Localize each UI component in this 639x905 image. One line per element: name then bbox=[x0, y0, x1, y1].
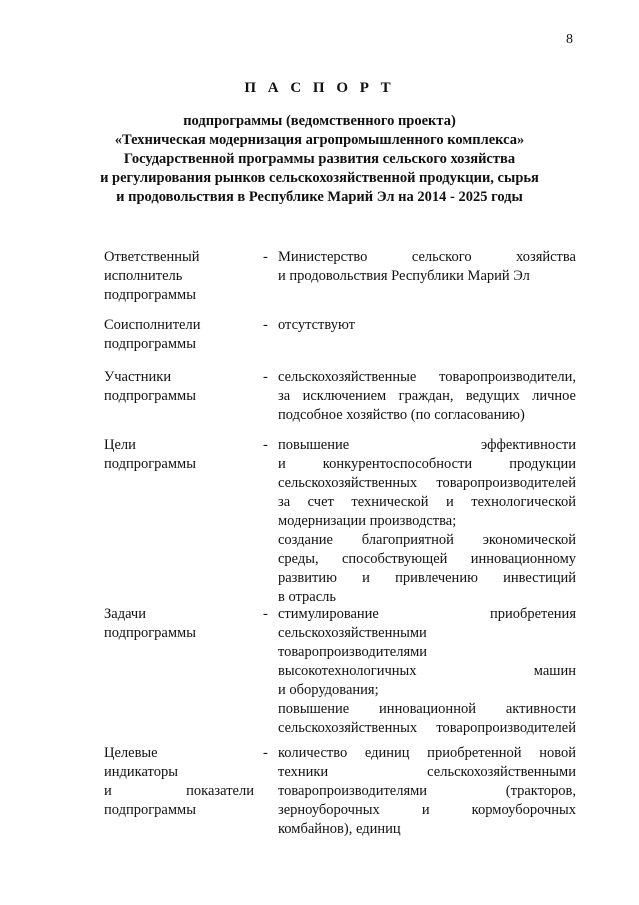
row-value bbox=[278, 368, 576, 425]
label-line: Соисполнители bbox=[104, 317, 201, 333]
label-line: индикаторы bbox=[104, 764, 178, 780]
value-line: среды, способствующей инновационному bbox=[278, 551, 576, 567]
row-label bbox=[104, 248, 254, 305]
row-label bbox=[104, 744, 254, 820]
subtitle-line: и продовольствия в Республике Марий Эл на 2014 - 2025 годы bbox=[116, 189, 523, 205]
label-line: Участники bbox=[104, 369, 172, 385]
value-line: высокотехнологичных машин bbox=[278, 663, 576, 679]
row-dash: - bbox=[263, 369, 268, 385]
row-dash: - bbox=[263, 317, 268, 333]
value-line: сельскохозяйственных товаропроизводителей bbox=[278, 720, 576, 736]
value-line: сельскохозяйственных товаропроизводителей bbox=[278, 475, 576, 491]
value-line: повышение инновационной активности bbox=[278, 701, 576, 717]
value-line: и продовольствия Республики Марий Эл bbox=[278, 268, 530, 284]
value-line: сельскохозяйственными bbox=[278, 625, 427, 641]
value-line: создание благоприятной экономической bbox=[278, 532, 576, 548]
value-line: отсутствуют bbox=[278, 317, 355, 333]
subtitle bbox=[0, 112, 639, 207]
subtitle-line: Государственной программы развития сельского хозяйства bbox=[123, 151, 516, 167]
value-line: товаропроизводителями (тракторов, bbox=[278, 783, 576, 799]
label-line: подпрограммы bbox=[104, 336, 196, 352]
subtitle-line: подпрограммы (ведомственного проекта) bbox=[183, 113, 456, 129]
value-line: товаропроизводителями bbox=[278, 644, 428, 660]
row-value bbox=[278, 316, 576, 335]
page-title: П А С П О Р Т bbox=[244, 80, 395, 96]
label-line: подпрограммы bbox=[104, 388, 196, 404]
value-line: количество единиц приобретенной новой bbox=[278, 745, 576, 761]
value-line: комбайнов), единиц bbox=[278, 821, 401, 837]
row-value bbox=[278, 744, 576, 839]
label-line: подпрограммы bbox=[104, 802, 196, 818]
value-line: за счет технической и технологической bbox=[278, 494, 576, 510]
row-dash: - bbox=[263, 745, 268, 761]
value-line: развитию и привлечению инвестиций bbox=[278, 570, 576, 586]
row-dash: - bbox=[263, 249, 268, 265]
row-value bbox=[278, 436, 576, 607]
value-line: сельскохозяйственные товаропроизводители, bbox=[278, 369, 576, 385]
row-label bbox=[104, 436, 254, 474]
label-line: подпрограммы bbox=[104, 287, 196, 303]
row-dash: - bbox=[263, 606, 268, 622]
value-line: техники сельскохозяйственными bbox=[278, 764, 576, 780]
value-line: модернизации производства; bbox=[278, 513, 457, 529]
label-line: Задачи bbox=[104, 606, 146, 622]
value-line: зерноуборочных и кормоуборочных bbox=[278, 802, 576, 818]
label-line: Ответственный bbox=[104, 249, 200, 265]
subtitle-line: «Техническая модернизация агропромышленного комплекса» bbox=[114, 132, 525, 148]
page-number: 8 bbox=[566, 32, 573, 47]
subtitle-line: и регулирования рынков сельскохозяйственной продукции, сырья bbox=[100, 170, 539, 186]
row-dash: - bbox=[263, 437, 268, 453]
value-line: в отрасль bbox=[278, 589, 337, 605]
value-line: и конкурентоспособности продукции bbox=[278, 456, 576, 472]
row-value bbox=[278, 605, 576, 738]
row-label bbox=[104, 368, 254, 406]
label-line: Целевые bbox=[104, 745, 158, 761]
label-line: подпрограммы bbox=[104, 456, 196, 472]
value-line: стимулирование приобретения bbox=[278, 606, 576, 622]
row-value bbox=[278, 248, 576, 286]
value-line: за исключением граждан, ведущих личное bbox=[278, 388, 576, 404]
label-line: Цели bbox=[104, 437, 136, 453]
row-label bbox=[104, 316, 254, 354]
value-line: Министерство сельского хозяйства bbox=[278, 249, 576, 265]
label-line: подпрограммы bbox=[104, 625, 196, 641]
row-label bbox=[104, 605, 254, 643]
value-line: повышение эффективности bbox=[278, 437, 576, 453]
value-line: и оборудования; bbox=[278, 682, 379, 698]
label-line: исполнитель bbox=[104, 268, 183, 284]
value-line: подсобное хозяйство (по согласованию) bbox=[278, 407, 525, 423]
label-line: и показатели bbox=[104, 783, 254, 799]
